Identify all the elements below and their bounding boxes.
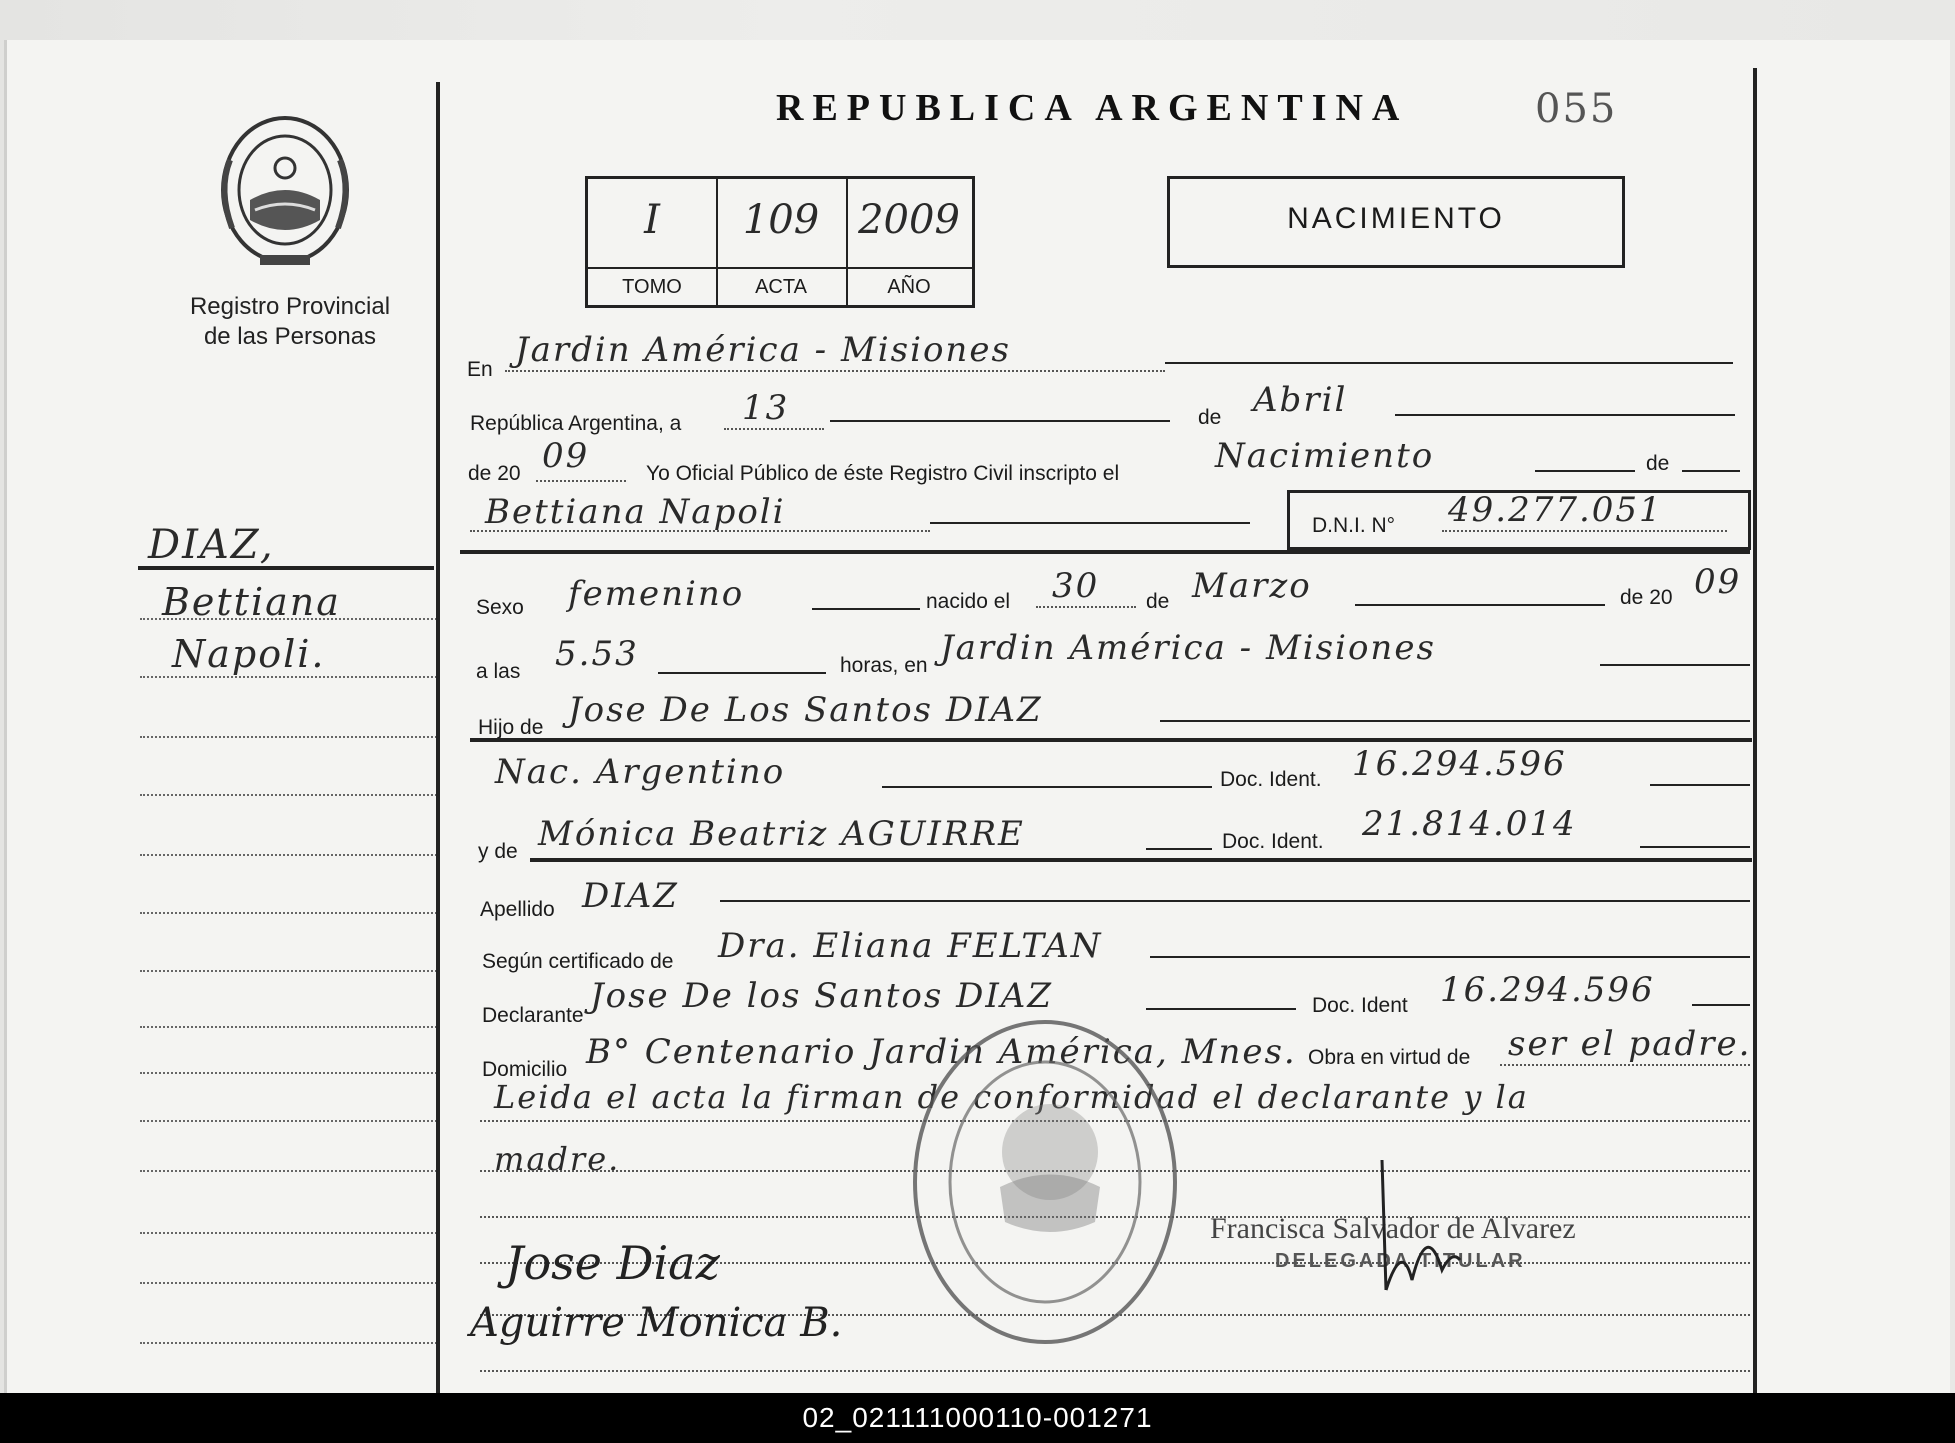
- de2-label: de: [1646, 452, 1670, 475]
- field-line: [480, 1370, 1750, 1372]
- segun-label: Según certificado de: [482, 950, 674, 973]
- de20-label: de 20: [1620, 586, 1673, 609]
- en-label: En: [467, 358, 493, 381]
- observations-line2: madre.: [494, 1140, 621, 1178]
- field-line: [1640, 846, 1750, 848]
- field-line: [1395, 414, 1735, 416]
- field-line: [1355, 604, 1605, 606]
- field-line: [1146, 848, 1212, 850]
- obra-value: ser el padre.: [1508, 1024, 1752, 1064]
- stub-line: [140, 970, 440, 972]
- anio-cell: [846, 179, 972, 305]
- de-label: de: [1198, 406, 1222, 429]
- field-line: [720, 900, 1750, 902]
- doc-ident-label: Doc. Ident.: [1220, 768, 1322, 791]
- horas-label: horas, en: [840, 654, 928, 677]
- segun-value: Dra. Eliana FELTAN: [718, 926, 1103, 966]
- field-line: [1160, 720, 1750, 722]
- stub-line: [140, 1170, 440, 1172]
- stub-divider-rule: [436, 82, 440, 1400]
- officer-title: DELEGADA TITULAR: [1275, 1250, 1526, 1272]
- child-name-value: Bettiana Napoli: [485, 492, 786, 532]
- apellido-label: Apellido: [480, 898, 555, 921]
- year-prefix-label: de 20: [468, 462, 521, 485]
- record-number-box: [585, 176, 975, 308]
- field-line: [812, 608, 920, 610]
- father-name-value: Jose De Los Santos DIAZ: [568, 690, 1043, 730]
- dni-value: 49.277.051: [1448, 490, 1663, 530]
- section-divider: [460, 550, 1750, 554]
- record-type-box: NACIMIENTO: [1167, 176, 1625, 268]
- field-line: [505, 370, 1165, 372]
- stub-line: [140, 854, 440, 856]
- stub-line: [140, 736, 440, 738]
- stub-given-name-2: Napoli.: [172, 632, 326, 676]
- year-value: 09: [542, 436, 590, 476]
- field-line: [1500, 1064, 1750, 1066]
- birth-year-value: 09: [1694, 562, 1742, 602]
- birth-day-value: 30: [1052, 566, 1100, 606]
- field-line: [830, 420, 1170, 422]
- stub-line: [140, 1232, 440, 1234]
- hour-value: 5.53: [555, 634, 639, 674]
- domicilio-label: Domicilio: [482, 1058, 568, 1081]
- nacido-label: nacido el: [926, 590, 1011, 613]
- alas-label: a las: [476, 660, 521, 683]
- dni-label: D.N.I. N°: [1312, 514, 1396, 537]
- provincial-seal-icon: [210, 110, 360, 270]
- anio-value: 2009: [858, 197, 960, 243]
- stub-line: [140, 1120, 440, 1122]
- field-line: [1692, 1004, 1750, 1006]
- stub-surname: DIAZ,: [148, 522, 275, 568]
- de3-label: de: [1146, 590, 1170, 613]
- acta-label: ACTA: [716, 267, 846, 305]
- field-line: [1442, 530, 1727, 532]
- anio-label: AÑO: [846, 267, 972, 305]
- birth-place-value: Jardin América - Misiones: [940, 628, 1436, 668]
- hijo-label: Hijo de: [478, 716, 544, 739]
- doc-ident-label-2: Doc. Ident.: [1222, 830, 1324, 853]
- stub-line: [140, 1072, 440, 1074]
- field-line: [536, 480, 626, 482]
- page-number: 055: [1535, 86, 1618, 132]
- apellido-value: DIAZ: [582, 876, 679, 916]
- tomo-value: I: [644, 197, 660, 243]
- yde-label: y de: [478, 840, 518, 863]
- field-line: [1535, 470, 1635, 472]
- republica-label: República Argentina, a: [470, 412, 682, 435]
- domicilio-value: B° Centenario Jardin América, Mnes.: [586, 1032, 1297, 1072]
- field-line: [1165, 362, 1733, 364]
- stub-line: [140, 1282, 440, 1284]
- field-line: [1600, 664, 1750, 666]
- mother-doc-value: 21.814.014: [1362, 804, 1577, 844]
- officer-name: Francisca Salvador de Alvarez: [1210, 1212, 1576, 1245]
- tomo-cell: [588, 179, 718, 305]
- mother-name-value: Mónica Beatriz AGUIRRE: [538, 814, 1025, 854]
- stub-line: [140, 1342, 440, 1344]
- field-line: [1682, 470, 1740, 472]
- mother-signature: Aguirre Monica B.: [470, 1300, 843, 1346]
- en-value: Jardin América - Misiones: [515, 330, 1011, 370]
- birth-month-value: Marzo: [1192, 566, 1312, 606]
- registry-name-line2: de las Personas: [203, 323, 377, 350]
- day-value: 13: [742, 388, 790, 428]
- declarante-value: Jose De los Santos DIAZ: [590, 976, 1053, 1016]
- declarant-signature: Jose Diaz: [505, 1236, 720, 1290]
- stub-divider: [138, 566, 434, 570]
- father-doc-value: 16.294.596: [1352, 744, 1567, 784]
- stub-line: [140, 618, 440, 620]
- field-line: [882, 786, 1212, 788]
- field-line: [1650, 784, 1750, 786]
- stub-line: [140, 1026, 440, 1028]
- sexo-value: femenino: [568, 574, 745, 614]
- field-line: [470, 530, 930, 532]
- field-line: [1146, 1008, 1296, 1010]
- stub-line: [140, 676, 440, 678]
- declarante-label: Declarante: [482, 1004, 584, 1027]
- acta-cell: [716, 179, 848, 305]
- observations-line1: Leida el acta la firman de conformidad el declarante y la: [494, 1078, 1529, 1116]
- field-line: [1036, 606, 1136, 608]
- stub-line: [140, 912, 440, 914]
- form-right-rule: [1753, 68, 1757, 1400]
- obra-label: Obra en virtud de: [1308, 1046, 1471, 1069]
- stub-given-name: Bettiana: [162, 580, 341, 624]
- doc-ident-label-3: Doc. Ident: [1312, 994, 1408, 1017]
- section-divider: [530, 858, 1752, 862]
- oficial-text: Yo Oficial Público de éste Registro Civil inscripto el: [646, 462, 1120, 485]
- acta-value: 109: [742, 197, 820, 243]
- document-title: REPUBLICA ARGENTINA: [776, 87, 1409, 129]
- footer-code: 02_021111000110-001271: [0, 1393, 1955, 1443]
- act-type-value: Nacimiento: [1215, 436, 1435, 476]
- month-value: Abril: [1253, 380, 1348, 420]
- field-line: [724, 428, 824, 430]
- stub-line: [140, 794, 440, 796]
- declarante-doc-value: 16.294.596: [1440, 970, 1655, 1010]
- officer-signature-icon: [1372, 1160, 1462, 1300]
- field-line: [1150, 956, 1750, 958]
- registry-name-line1: Registro Provincial: [189, 293, 391, 320]
- field-line: [930, 522, 1250, 524]
- field-line: [658, 672, 826, 674]
- tomo-label: TOMO: [588, 267, 716, 305]
- section-divider: [470, 738, 1752, 742]
- father-nationality-value: Nac. Argentino: [495, 752, 786, 792]
- official-stamp: [905, 1012, 1185, 1352]
- sexo-label: Sexo: [476, 596, 524, 619]
